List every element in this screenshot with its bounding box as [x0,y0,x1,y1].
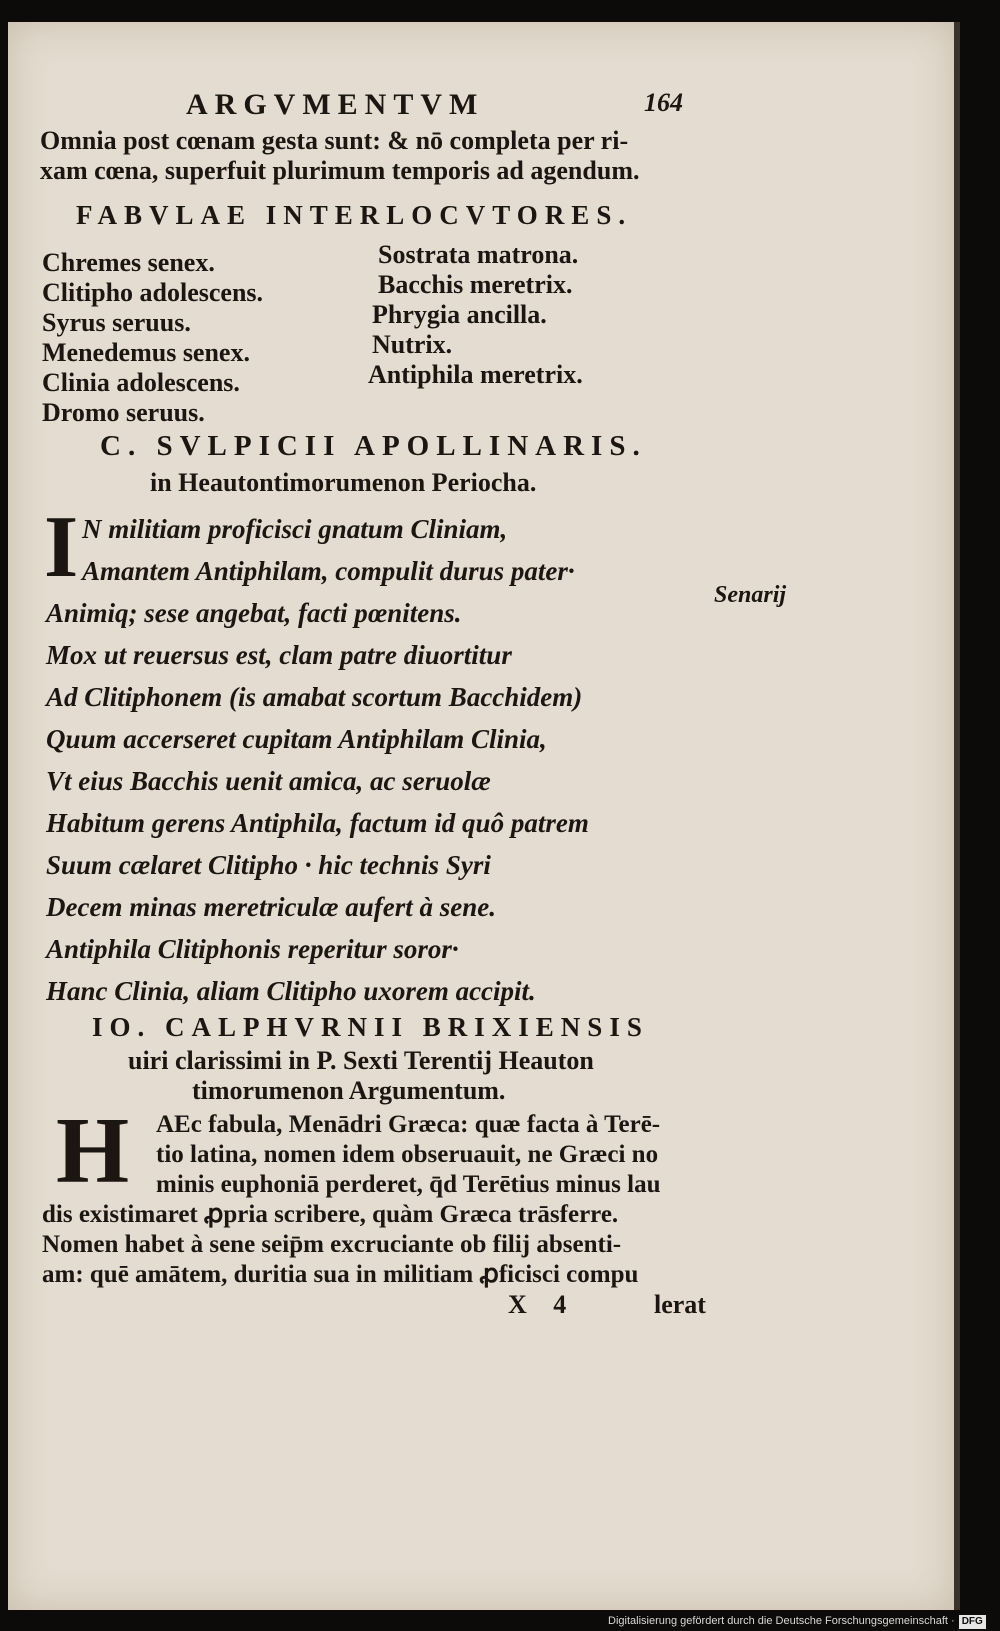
cast-left-item: Dromo seruus. [42,398,205,427]
page-number: 164 [644,88,683,117]
cast-right-item: Antiphila meretrix. [368,360,583,389]
credit-text: Digitalisierung gefördert durch die Deutsche Forschungsgemeinschaft · [608,1615,955,1627]
periocha-line: Decem minas meretriculæ aufert à sene. [46,892,496,922]
calphurnius-drop-cap: H [56,1099,130,1203]
cast-left-item: Syrus seruus. [42,308,191,337]
periocha-line: Ad Clitiphonem (is amabat scortum Bacchidem) [46,682,583,712]
dfg-logo: DFG [959,1615,986,1629]
periocha-subheading: in Heautontimorumenon Periocha. [150,468,537,497]
page-running-title: ARGVMENTVM [186,88,485,121]
cast-left-item: Clitipho adolescens. [42,278,264,307]
periocha-drop-cap: I [44,499,79,596]
cast-left-item: Clinia adolescens. [42,368,240,397]
calphurnius-heading: IO. CALPHVRNII BRIXIENSIS [92,1012,649,1042]
periocha-line: Quum accerseret cupitam Antiphilam Clinia, [46,724,547,754]
periocha-line: N militiam proficisci gnatum Cliniam, [82,514,508,544]
periocha-line: Vt eius Bacchis uenit amica, ac seruolæ [46,766,491,796]
calphurnius-line: am: quē amātem, duritia sua in militiam ꝓficisci compu [42,1261,639,1288]
periocha-line: Suum cælaret Clitipho · hic technis Syri [46,850,491,880]
binding-shadow [954,22,960,1610]
cast-right-item: Sostrata matrona. [378,240,579,269]
periocha-line: Habitum gerens Antiphila, factum id quô patrem [46,808,589,838]
periocha-line: Amantem Antiphilam, compulit durus pater· [82,556,575,586]
calphurnius-line: tio latina, nomen idem obseruauit, ne Græci no [156,1141,659,1168]
cast-right-item: Phrygia ancilla. [372,300,547,329]
argument-line: xam cœna, superfuit plurimum temporis ad agendum. [40,156,640,185]
cast-left-item: Chremes senex. [42,248,215,277]
margin-note: Senarij [714,582,787,608]
calphurnius-subheading: timorumenon Argumentum. [192,1076,506,1105]
calphurnius-line: dis existimaret ꝓpria scribere, quàm Græca trāsferre. [42,1201,619,1228]
book-page [8,22,954,1610]
periocha-heading: C. SVLPICII APOLLINARIS. [100,430,647,462]
cast-right-item: Bacchis meretrix. [378,270,573,299]
periocha-line: Animiq; sese angebat, facti pœnitens. [46,598,462,628]
calphurnius-line: minis euphoniā perderet, q̄d Terētius minus lau [156,1171,661,1198]
cast-heading: FABVLAE INTERLOCVTORES. [76,200,633,230]
calphurnius-subheading: uiri clarissimi in P. Sexti Terentij Heauton [128,1046,594,1075]
catchword: lerat [654,1290,706,1319]
calphurnius-line: AEc fabula, Menādri Græca: quæ facta à Terē- [156,1111,661,1138]
digitization-credit [608,1612,998,1630]
periocha-line: Hanc Clinia, aliam Clitipho uxorem accipit. [46,976,536,1006]
signature-mark: X 4 [508,1290,567,1319]
cast-left-item: Menedemus senex. [42,338,250,367]
periocha-line: Antiphila Clitiphonis reperitur soror· [46,934,459,964]
cast-right-item: Nutrix. [372,330,453,359]
periocha-line: Mox ut reuersus est, clam patre diuortitur [46,640,512,670]
calphurnius-line: Nomen habet à sene seip̄m excruciante ob filij absenti- [42,1231,622,1258]
argument-line: Omnia post cœnam gesta sunt: & nō completa per ri- [40,126,629,155]
